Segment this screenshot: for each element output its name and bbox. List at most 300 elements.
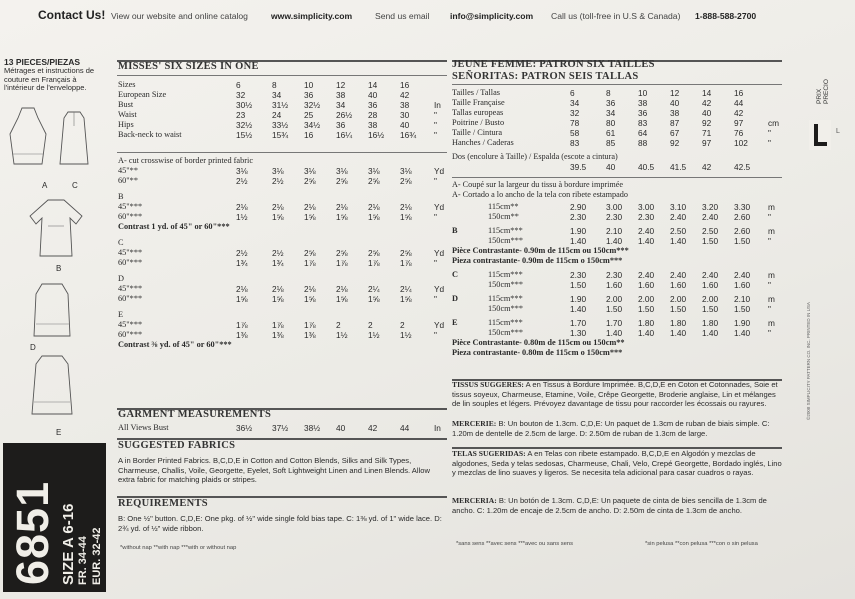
- table-row: [452, 304, 788, 314]
- cell-value: 1.50: [606, 304, 623, 314]
- cell-value: 2.30: [570, 270, 587, 280]
- cell-value: 2⅝: [400, 176, 412, 186]
- french-sizes: FR. 34-44: [77, 536, 89, 585]
- cell-value: 25: [304, 110, 314, 120]
- row-unit: In: [434, 423, 441, 433]
- cell-value: 2.30: [638, 212, 655, 222]
- view-heading: D: [118, 274, 124, 283]
- cell-value: 1⅞: [272, 320, 284, 330]
- cell-value: 16¼: [336, 130, 353, 140]
- view-letter: D: [452, 294, 458, 303]
- table-row: [118, 202, 454, 212]
- cell-value: 2⅝: [336, 248, 348, 258]
- fr-back-row: [452, 162, 768, 172]
- cell-value: 92: [670, 138, 680, 148]
- cell-value: 1½: [236, 212, 248, 222]
- cell-value: 80: [606, 118, 616, 128]
- pieces-count: 13 PIECES/PIEZAS: [4, 57, 81, 67]
- cell-value: 3.00: [638, 202, 655, 212]
- cell-value: 1.60: [638, 280, 655, 290]
- table-row: [118, 212, 454, 222]
- cell-value: 40.5: [638, 162, 655, 172]
- cell-value: 1.70: [606, 318, 623, 328]
- cell-value: 31½: [272, 100, 289, 110]
- view-letter: [452, 304, 488, 314]
- row-unit: Yd: [434, 248, 445, 258]
- en-title: MISSES' SIX SIZES IN ONE: [118, 61, 259, 72]
- cell-value: 36: [304, 90, 314, 100]
- pieces-french-note: Métrages et instructions de couture en Français à l'intérieur de l'enveloppe.: [4, 66, 95, 93]
- cell-value: 38: [336, 90, 346, 100]
- view-row: [118, 310, 454, 320]
- view-d-sketch: [22, 280, 82, 340]
- view-letter: [452, 212, 488, 222]
- cell-value: 2½: [236, 248, 248, 258]
- row-unit: ": [768, 236, 771, 246]
- cell-value: 2.40: [702, 212, 719, 222]
- contrast-row: [118, 340, 454, 350]
- cell-value: 12: [336, 80, 346, 90]
- view-e-sketch: [22, 352, 82, 420]
- cell-value: 2.30: [570, 212, 587, 222]
- merceria-title: MERCERIA:: [452, 496, 497, 505]
- cell-value: 2⅛: [304, 284, 316, 294]
- cell-value: 1.40: [702, 328, 719, 338]
- cell-value: 1⅞: [304, 258, 316, 268]
- row-label: 45"***: [118, 320, 143, 329]
- cell-value: 44: [400, 423, 410, 433]
- cell-value: 42: [734, 108, 744, 118]
- mercerie-text: B: Un bouton de 1.3cm. C,D,E: Un paquet de 1.3cm de ruban de biais simple. C: 1.20m de dentelle de 2.5cm de large. D: 2.50m de ruban de 1.3cm de large.: [452, 419, 770, 438]
- cell-value: 8: [272, 80, 277, 90]
- view-label-e: E: [56, 428, 62, 437]
- telas-text: A en Telas con ribete estampado. B,C,D,E en Algodón y mezclas de algodones, Seda y telas sedosas, Charmeuse, Chali, Velo, Crepé Georgette, Bordado inglés, Lino y mezclas de lino suaves y ligeros. Se necesita tela adicional para casar cuadros o rayas.: [452, 449, 782, 478]
- row-unit: Yd: [434, 320, 445, 330]
- row-unit: In: [434, 100, 441, 110]
- cell-value: 36: [606, 98, 616, 108]
- cell-value: 30: [400, 110, 410, 120]
- fr-measurements-table: [452, 88, 788, 148]
- cell-value: 1½: [368, 330, 380, 340]
- cell-value: 1.50: [702, 236, 719, 246]
- cell-value: 2⅛: [272, 284, 284, 294]
- cell-value: 83: [570, 138, 580, 148]
- view-label-d: D: [30, 343, 36, 352]
- cell-value: 2½: [272, 176, 284, 186]
- cell-value: 41.5: [670, 162, 687, 172]
- en-yardage-table: [118, 156, 454, 356]
- cell-value: 3.10: [670, 202, 687, 212]
- cell-value: 64: [638, 128, 648, 138]
- row-label: Bust: [118, 100, 134, 109]
- cell-value: 1.40: [638, 328, 655, 338]
- cell-value: 6: [570, 88, 575, 98]
- cell-value: 1⅞: [304, 320, 316, 330]
- cell-value: 16: [400, 80, 410, 90]
- cell-value: 34: [272, 90, 282, 100]
- cell-value: 10: [304, 80, 314, 90]
- cell-value: 36: [336, 120, 346, 130]
- cell-value: 1.30: [570, 328, 587, 338]
- cell-value: 2⅝: [304, 248, 316, 258]
- tissus-block: [452, 380, 782, 409]
- row-label: 115cm***: [488, 270, 523, 279]
- cell-value: 23: [236, 110, 246, 120]
- cell-value: 1⅞: [400, 258, 412, 268]
- cell-value: 1.50: [734, 304, 751, 314]
- cell-value: 34: [606, 108, 616, 118]
- view-row: [118, 238, 454, 248]
- cell-value: 1⅝: [236, 294, 248, 304]
- row-unit: Yd: [434, 166, 445, 176]
- cell-value: 14: [368, 80, 378, 90]
- table-row: [452, 270, 788, 280]
- fr-nap-footnote: *sans sens **avec sens ***avec ou sans sens: [456, 541, 573, 547]
- contrast-note: Contrast ⅜ yd. of 45" or 60"***: [118, 340, 232, 349]
- view-row: [118, 274, 454, 284]
- cell-value: 2.60: [734, 212, 751, 222]
- pattern-number-box: [3, 443, 106, 592]
- table-row: [452, 118, 788, 128]
- view-letter: [452, 328, 488, 338]
- row-unit: ": [434, 110, 437, 120]
- fr-title: JEUNE FEMME: PATRON SIX TAILLES: [452, 59, 655, 70]
- table-row: [118, 100, 454, 110]
- es-nap-footnote: *sin pelusa **con pelusa ***con o sin pelusa: [645, 541, 758, 547]
- table-row: [118, 166, 454, 176]
- visit-text: View our website and online catalog: [111, 11, 248, 21]
- cell-value: 36: [368, 100, 378, 110]
- cell-value: 1.60: [702, 280, 719, 290]
- cell-value: 1⅝: [272, 294, 284, 304]
- cell-value: 2.00: [606, 294, 623, 304]
- telas-title: TELAS SUGERIDAS:: [452, 449, 526, 458]
- row-label: Tailles / Tallas: [452, 88, 500, 97]
- cell-value: 1.40: [670, 328, 687, 338]
- cell-value: 38½: [304, 423, 321, 433]
- cell-value: 2⅝: [304, 176, 316, 186]
- cell-value: 2⅝: [368, 176, 380, 186]
- cell-value: 1.80: [638, 318, 655, 328]
- cell-value: 1⅜: [272, 330, 284, 340]
- cell-value: 34: [570, 98, 580, 108]
- row-label: 60"***: [118, 294, 143, 303]
- cell-value: 1.50: [734, 236, 751, 246]
- cell-value: 40: [606, 162, 616, 172]
- cell-value: 2⅛: [272, 202, 284, 212]
- cell-value: 1⅝: [400, 212, 412, 222]
- cell-value: 1.40: [570, 304, 587, 314]
- row-label: 150cm***: [488, 328, 524, 337]
- table-row: [118, 90, 454, 100]
- table-row: [118, 110, 454, 120]
- table-row: [452, 98, 788, 108]
- price-label: PRIX PRECIO: [816, 79, 830, 104]
- cell-value: 2½: [236, 176, 248, 186]
- es-title: SEÑORITAS: PATRON SEIS TALLAS: [452, 71, 639, 82]
- cell-value: 1.90: [734, 318, 751, 328]
- garment-measurements-title: GARMENT MEASUREMENTS: [118, 409, 272, 420]
- cell-value: 1.50: [702, 304, 719, 314]
- table-row: [452, 212, 788, 222]
- cell-value: 1.90: [570, 226, 587, 236]
- cell-value: 34½: [304, 120, 321, 130]
- suggested-fabrics-title: SUGGESTED FABRICS: [118, 440, 236, 451]
- table-row: [452, 162, 768, 172]
- cell-value: 2.40: [702, 270, 719, 280]
- cell-value: 36: [638, 108, 648, 118]
- cell-value: 2.40: [638, 226, 655, 236]
- cell-value: 3.30: [734, 202, 751, 212]
- cell-value: 40: [670, 98, 680, 108]
- cell-value: 12: [670, 88, 680, 98]
- cell-value: 32½: [236, 120, 253, 130]
- cell-value: 1.50: [670, 304, 687, 314]
- row-label: 45"***: [118, 284, 143, 293]
- cell-value: 2⅛: [368, 202, 380, 212]
- table-row: [452, 294, 788, 304]
- row-unit: ": [434, 130, 437, 140]
- copyright-note: ©2008 SIMPLICITY PATTERN CO. INC. PRINTED IN USA: [806, 302, 811, 420]
- cell-value: 2.50: [670, 226, 687, 236]
- cell-value: 40: [336, 423, 346, 433]
- row-label: Hanches / Caderas: [452, 138, 514, 147]
- cell-value: 15¾: [272, 130, 289, 140]
- cell-value: 1.60: [606, 280, 623, 290]
- cell-value: 42: [400, 90, 410, 100]
- row-label: Taille / Cintura: [452, 128, 503, 137]
- contact-title: Contact Us!: [38, 8, 106, 22]
- cell-value: 26½: [336, 110, 353, 120]
- view-letter: B: [452, 226, 458, 235]
- cell-value: 2.00: [670, 294, 687, 304]
- cell-value: 1⅞: [368, 258, 380, 268]
- mercerie-block: [452, 419, 782, 438]
- row-label: 150cm**: [488, 212, 519, 221]
- row-unit: ": [434, 258, 437, 268]
- view-b-sketch: [26, 196, 86, 260]
- cell-value: 1.40: [606, 236, 623, 246]
- row-label: [452, 162, 570, 172]
- cell-value: 2.40: [670, 212, 687, 222]
- cell-value: 33½: [272, 120, 289, 130]
- website-link[interactable]: www.simplicity.com: [271, 11, 353, 21]
- call-text: Call us (toll-free in U.S & Canada): [551, 11, 681, 21]
- cell-value: 38: [670, 108, 680, 118]
- cell-value: 16: [734, 88, 744, 98]
- view-label-b: B: [56, 264, 62, 273]
- pattern-number: 6851: [7, 480, 58, 585]
- cell-value: 38: [400, 100, 410, 110]
- contrast-note: Pièce Contrastante- 0.90m de 115cm ou 150cm***: [452, 246, 629, 255]
- cell-value: 2: [336, 320, 341, 330]
- cell-value: 83: [638, 118, 648, 128]
- view-label-a: A: [42, 181, 48, 190]
- row-unit: ": [434, 330, 437, 340]
- cell-value: 14: [702, 88, 712, 98]
- row-label: 150cm***: [488, 304, 524, 313]
- cell-value: 32: [236, 90, 246, 100]
- row-label: 115cm**: [488, 202, 519, 211]
- view-a-sketch: [8, 104, 48, 174]
- cell-value: 1.40: [570, 236, 587, 246]
- view-letter: [452, 202, 488, 212]
- cell-value: 1⅜: [236, 330, 248, 340]
- cell-value: 44: [734, 98, 744, 108]
- cell-value: 39.5: [570, 162, 587, 172]
- row-label: Back-neck to waist: [118, 130, 182, 139]
- cell-value: 58: [570, 128, 580, 138]
- row-label: Hips: [118, 120, 134, 129]
- cell-value: 38: [368, 120, 378, 130]
- cell-value: 71: [702, 128, 712, 138]
- merceria-block: [452, 496, 782, 515]
- cell-value: 1⅝: [272, 212, 284, 222]
- cell-value: 2⅛: [236, 284, 248, 294]
- row-unit: Yd: [434, 284, 445, 294]
- cell-value: 40: [702, 108, 712, 118]
- cell-value: 16½: [368, 130, 385, 140]
- row-unit: m: [768, 202, 775, 212]
- cell-value: 2½: [272, 248, 284, 258]
- contrast-row: [452, 338, 788, 348]
- cell-value: 1.60: [670, 280, 687, 290]
- cell-value: 1⅝: [368, 212, 380, 222]
- row-label: 60"**: [118, 176, 138, 185]
- cell-value: 2⅛: [304, 202, 316, 212]
- table-row: [452, 108, 788, 118]
- cell-value: 2: [368, 320, 373, 330]
- phone-number: 1-888-588-2700: [695, 11, 757, 21]
- row-unit: ": [434, 212, 437, 222]
- cell-value: 6: [236, 80, 241, 90]
- table-row: [452, 280, 788, 290]
- cell-value: 1⅜: [304, 330, 316, 340]
- tissus-text: A en Tissus à Bordure Imprimée. B,C,D,E en Coton et Cotonnades, Soie et tissus soyeux, Charmeuse, Etamine, Voile, Crêpe Georgette, Broderie anglaise, Lin et mélanges de lin souples et légers. Prévoyez davantage de tissu pour raccorder les écossais ou rayures.: [452, 380, 778, 409]
- cell-value: 1.40: [734, 328, 751, 338]
- cell-value: 2.40: [638, 270, 655, 280]
- spacer-row: [118, 350, 454, 356]
- contrast-row: [452, 246, 788, 256]
- cell-value: 76: [734, 128, 744, 138]
- cell-value: 42: [368, 423, 378, 433]
- contrast-note: Contrast 1 yd. of 45" or 60"***: [118, 222, 230, 231]
- cell-value: 2.00: [638, 294, 655, 304]
- view-heading: B: [118, 192, 124, 201]
- cell-value: 3⅛: [236, 166, 248, 176]
- cell-value: 2.10: [606, 226, 623, 236]
- table-row: [452, 138, 788, 148]
- cell-value: 2.10: [734, 294, 751, 304]
- view-heading: C: [118, 238, 124, 247]
- garment-measurements-table: [118, 423, 454, 433]
- row-label: 150cm***: [488, 280, 524, 289]
- cell-value: 3⅛: [368, 166, 380, 176]
- cell-value: 40: [400, 120, 410, 130]
- row-label: Sizes: [118, 80, 136, 89]
- row-label: 45"**: [118, 166, 138, 175]
- cell-value: 1.50: [638, 304, 655, 314]
- cell-value: 1⅝: [304, 294, 316, 304]
- cell-value: 2.30: [606, 212, 623, 222]
- table-row: [452, 128, 788, 138]
- cell-value: 1⅝: [368, 294, 380, 304]
- cell-value: 24: [272, 110, 282, 120]
- cell-value: 1.70: [570, 318, 587, 328]
- european-sizes: EUR. 32-42: [91, 527, 103, 585]
- fr-back-label: Dos (encolure à Taille) / Espalda (escote a cintura): [452, 152, 618, 161]
- en-title-rule: [117, 75, 447, 76]
- cell-value: 1⅝: [400, 294, 412, 304]
- cell-value: 2⅛: [336, 284, 348, 294]
- row-label: Tallas europeas: [452, 108, 504, 117]
- table-row: [452, 236, 788, 246]
- view-letter: E: [452, 318, 458, 327]
- cell-value: 32: [570, 108, 580, 118]
- cell-value: 37½: [272, 423, 289, 433]
- cell-value: 102: [734, 138, 748, 148]
- cell-value: 1.40: [606, 328, 623, 338]
- table-row: [452, 88, 788, 98]
- contrast-row: [452, 348, 788, 358]
- cell-value: 32½: [304, 100, 321, 110]
- cell-value: 2⅝: [336, 176, 348, 186]
- table-row: [118, 284, 454, 294]
- cell-value: 1½: [336, 330, 348, 340]
- row-label: Poitrine / Busto: [452, 118, 505, 127]
- cell-value: 3⅛: [400, 166, 412, 176]
- cell-value: 15½: [236, 130, 253, 140]
- row-unit: m: [768, 294, 775, 304]
- cell-value: 2: [400, 320, 405, 330]
- cell-value: 42: [702, 162, 712, 172]
- cell-value: 97: [702, 138, 712, 148]
- spacer-row: [452, 358, 788, 362]
- contact-bar: [0, 6, 855, 26]
- cell-value: 1.40: [670, 236, 687, 246]
- email-link[interactable]: info@simplicity.com: [450, 11, 534, 21]
- row-label: 150cm***: [488, 236, 524, 245]
- cell-value: 10: [638, 88, 648, 98]
- table-row: [118, 423, 454, 433]
- row-unit: ": [768, 212, 771, 222]
- cell-value: 1.90: [570, 294, 587, 304]
- view-letter: [452, 236, 488, 246]
- cell-value: 3⅛: [272, 166, 284, 176]
- cell-value: 1¾: [236, 258, 248, 268]
- cell-value: 2.00: [702, 294, 719, 304]
- cell-value: 42: [702, 98, 712, 108]
- table-row: [452, 318, 788, 328]
- cell-value: 1.60: [734, 280, 751, 290]
- cell-value: 28: [368, 110, 378, 120]
- cell-value: 2.90: [570, 202, 587, 212]
- requirements-text: B: One ½" button. C,D,E: One pkg. of ½" wide single fold bias tape. C: 1⅜ yd. of 1" wide lace. D: 2¾ yd. of ½" wide ribbon.: [118, 514, 442, 533]
- cell-value: 1½: [400, 330, 412, 340]
- cell-value: 2.40: [670, 270, 687, 280]
- fr-yardage-table: [452, 202, 788, 362]
- en-measurements-table: [118, 80, 454, 140]
- row-label: All Views Bust: [118, 423, 169, 432]
- row-label: 60"***: [118, 330, 143, 339]
- cell-value: 92: [702, 118, 712, 128]
- fr-title-rule: [452, 84, 782, 85]
- cell-value: 3.00: [606, 202, 623, 212]
- view-heading: A- cut crosswise of border printed fabric: [118, 156, 254, 165]
- en-nap-footnote: *without nap **with nap ***with or without nap: [120, 545, 237, 551]
- cell-value: 1.80: [702, 318, 719, 328]
- cell-value: 88: [638, 138, 648, 148]
